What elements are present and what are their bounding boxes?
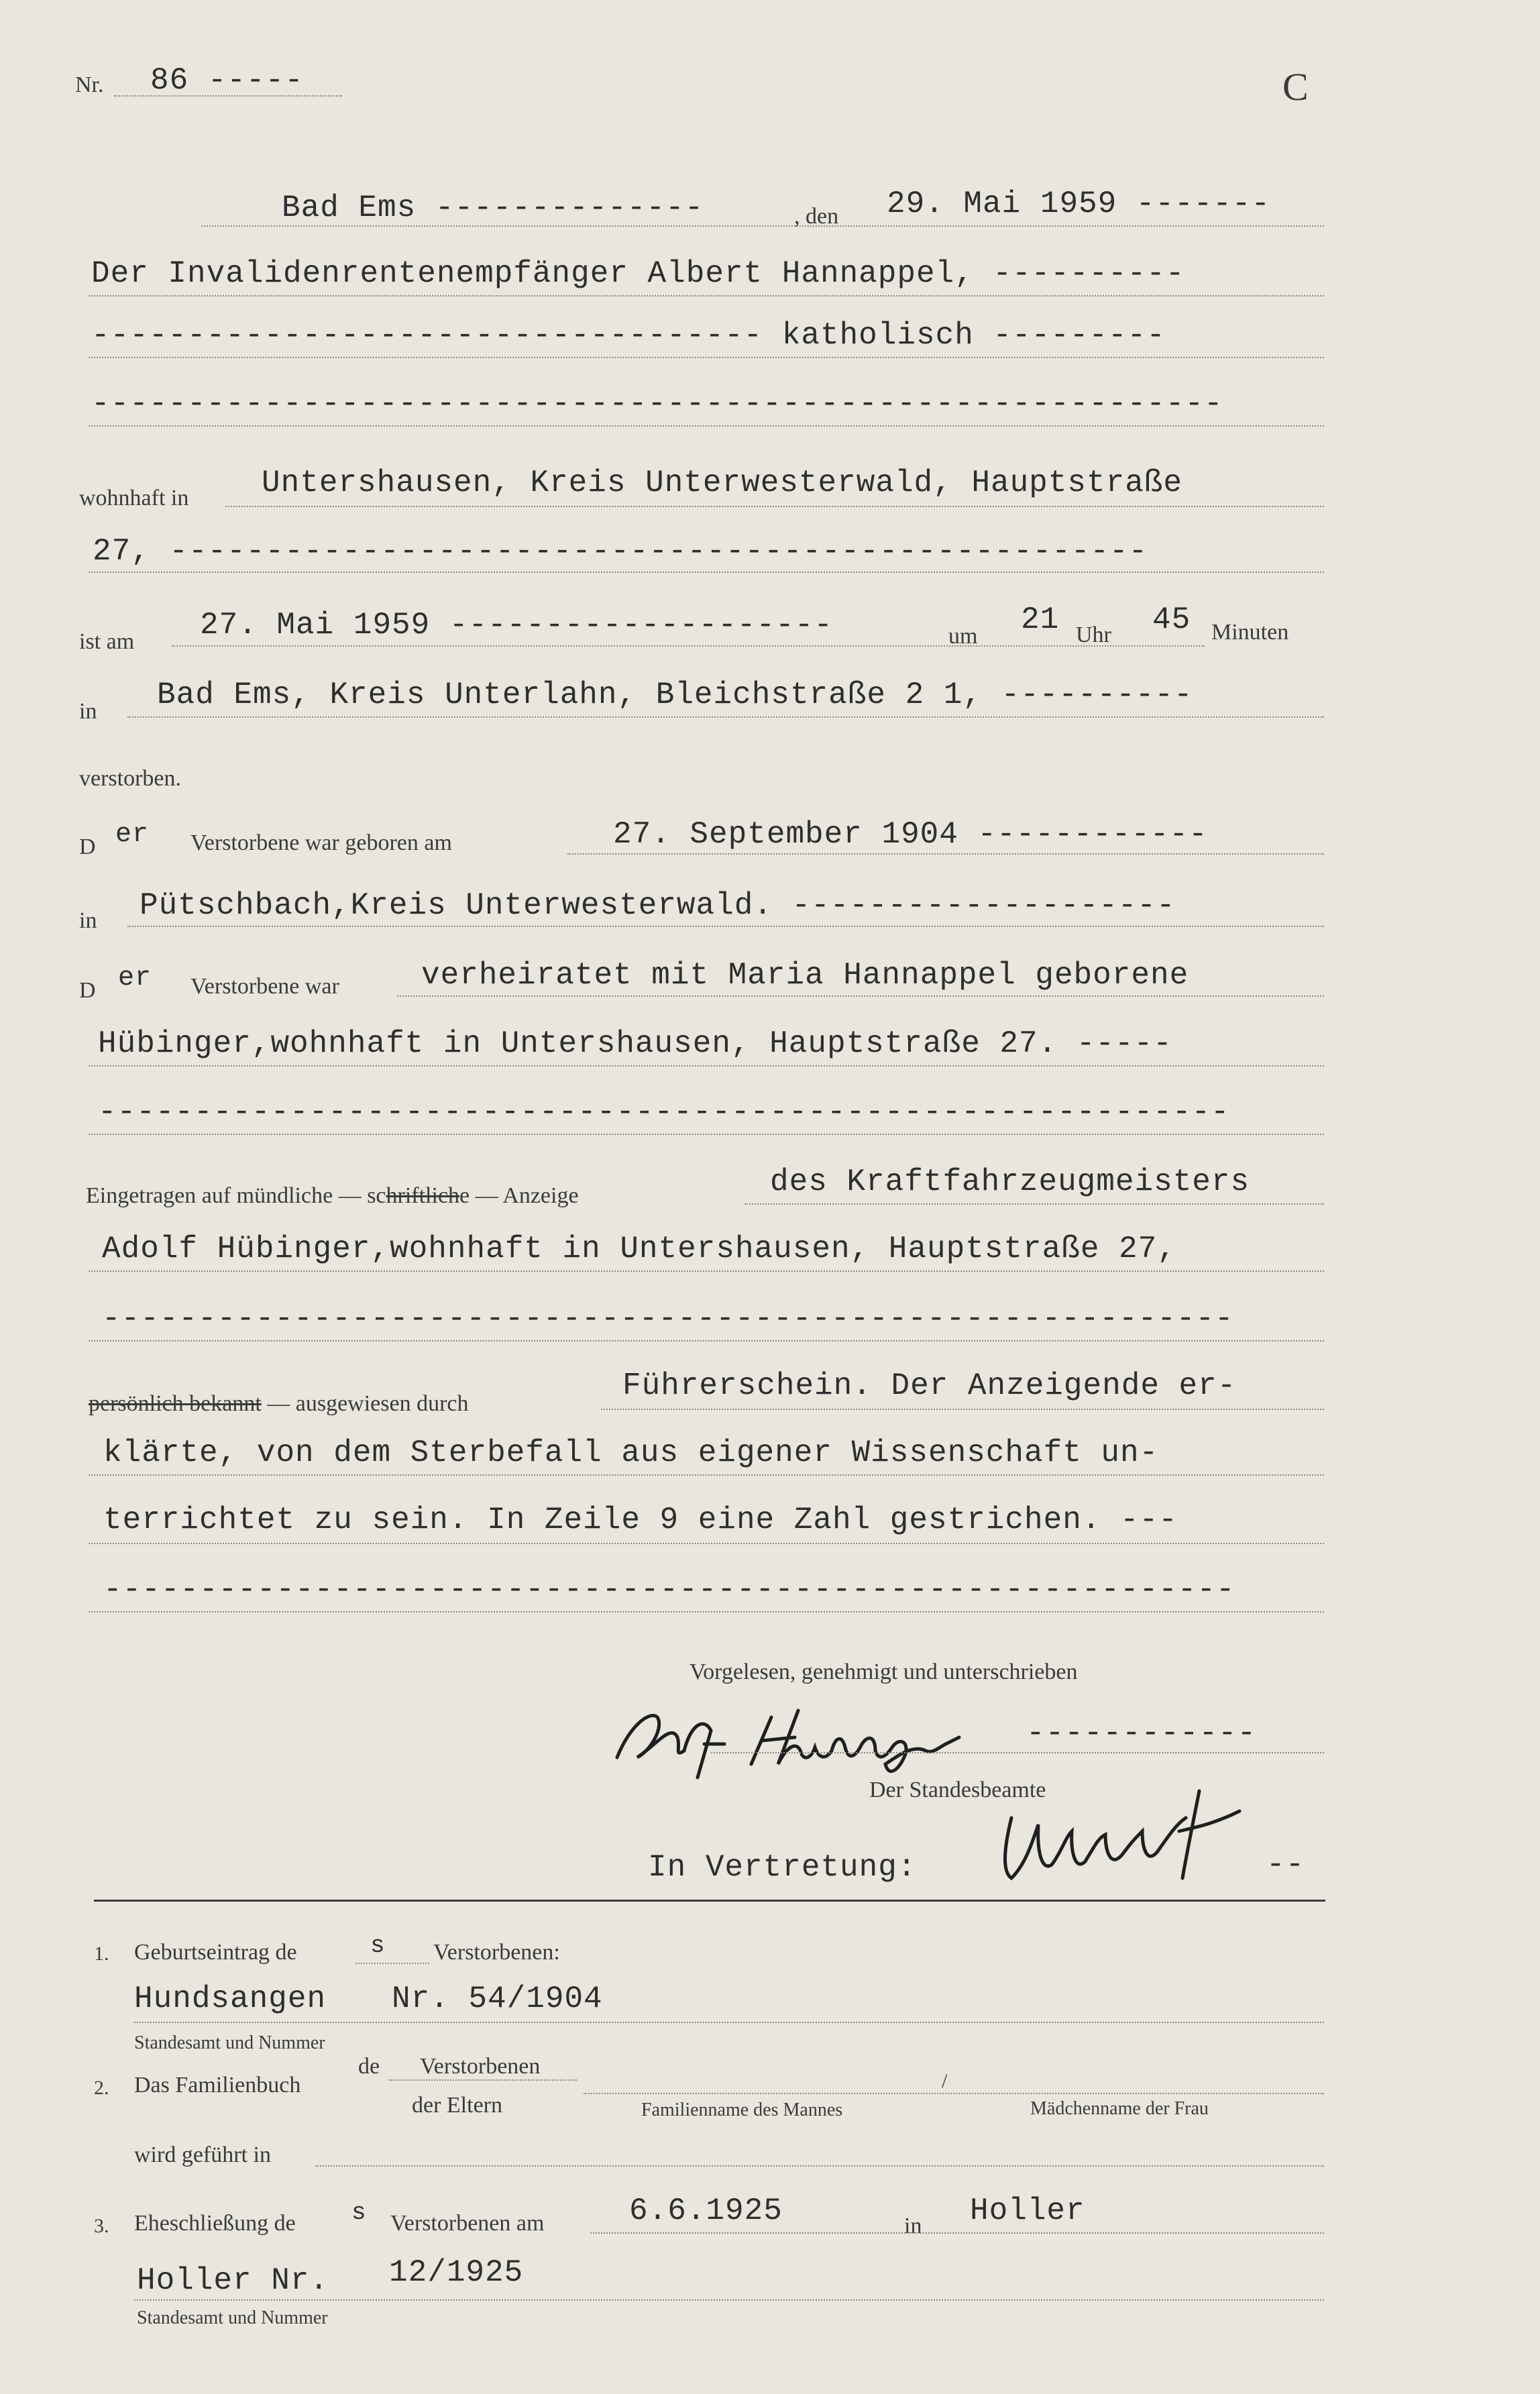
vertretung-label: In Vertretung:	[648, 1850, 917, 1885]
dotted-line	[355, 1963, 429, 1964]
dotted-line	[567, 853, 1324, 855]
marital-status-line-1: verheiratet mit Maria Hannappel geborene	[421, 958, 1189, 993]
geburtseintrag-label-b: Verstorbenen:	[433, 1940, 560, 1965]
informant-signature-dashes: ------------	[1026, 1716, 1257, 1751]
footer-divider	[94, 1900, 1325, 1902]
deceased-line-1: Der Invalidenrentenempfänger Albert Hannappel, ----------	[91, 256, 1185, 291]
minuten-label: Minuten	[1211, 620, 1289, 645]
informant-line-2: Adolf Hübinger,wohnhaft in Untershausen, Hauptstraße 27,	[102, 1232, 1176, 1266]
death-minute: 45	[1152, 602, 1191, 637]
dotted-line	[89, 1270, 1324, 1272]
dotted-line	[711, 1752, 1324, 1753]
standesamt-label-3: Standesamt und Nummer	[137, 2307, 328, 2328]
marital-status-line-2: Hübinger,wohnhaft in Untershausen, Hauptstraße 27. -----	[98, 1026, 1172, 1061]
dotted-line	[127, 926, 1324, 927]
dotted-line	[89, 295, 1324, 296]
informant-signature	[610, 1697, 993, 1784]
nr-dotted-line	[114, 95, 342, 97]
dotted-line	[745, 1203, 1324, 1205]
nr-label: Nr.	[75, 72, 104, 97]
dotted-line	[89, 1134, 1324, 1135]
dotted-line	[601, 1409, 1324, 1410]
married-label-d: D	[79, 978, 96, 1003]
birth-in-label: in	[79, 908, 97, 933]
vorgelesen-label: Vorgelesen, genehmigt und unterschrieben	[690, 1660, 1078, 1684]
born-label-d: D	[79, 834, 96, 859]
identification-line-2: klärte, von dem Sterbefall aus eigener Wissenschaft un-	[103, 1435, 1159, 1470]
nr-value: 86 -----	[150, 63, 304, 98]
dotted-line	[134, 2022, 1324, 2023]
born-label-er: er	[115, 820, 150, 850]
dotted-line	[89, 1340, 1324, 1342]
marital-status-line-3: -----------------------------------------------------------	[98, 1095, 1230, 1130]
dotted-line	[127, 716, 1324, 718]
dotted-line	[89, 425, 1324, 427]
dotted-line	[89, 357, 1324, 358]
marriage-registry: Holler Nr.	[137, 2263, 329, 2298]
dotted-line	[89, 1065, 1324, 1067]
marriage-place: Holler	[970, 2193, 1085, 2228]
dotted-line	[89, 1611, 1324, 1613]
dotted-line	[584, 2093, 1324, 2094]
dotted-line	[315, 2165, 1324, 2167]
born-label: Verstorbene war geboren am	[190, 830, 452, 855]
death-place: Bad Ems, Kreis Unterlahn, Bleichstraße 2 1, ----------	[157, 677, 1193, 712]
standesbeamte-label: Der Standesbeamte	[869, 1778, 1046, 1802]
familienname-label: Familienname des Mannes	[641, 2100, 843, 2120]
series-letter: C	[1282, 65, 1309, 109]
residence-line-2: 27, ---------------------------------------------------	[93, 534, 1148, 569]
identification-line-4: -----------------------------------------------------------	[103, 1572, 1235, 1607]
record-date: 29. Mai 1959 -------	[887, 186, 1271, 221]
maedchenname-label: Mädchenname der Frau	[1030, 2098, 1209, 2119]
geburtseintrag-sup: s	[370, 1932, 386, 1959]
residence-line-1: Untershausen, Kreis Unterwesterwald, Hauptstraße	[262, 466, 1183, 500]
married-label: Verstorbene war	[190, 974, 339, 999]
eheschliessung-sup: s	[351, 2199, 367, 2226]
item-3-number: 3.	[94, 2215, 109, 2237]
marriage-registry-number: 12/1925	[389, 2255, 524, 2290]
den-label: , den	[794, 204, 839, 229]
ist-am-label: ist am	[79, 629, 135, 654]
dotted-line	[172, 645, 1205, 647]
eheschliessung-label-b: Verstorbenen am	[390, 2211, 545, 2236]
birth-registry-number: Nr. 54/1904	[392, 1981, 603, 2016]
eingetragen-label: Eingetragen auf mündliche — schriftliche — Anzeige	[86, 1183, 579, 1208]
informant-line-1: des Kraftfahrzeugmeisters	[770, 1164, 1250, 1199]
marriage-date: 6.6.1925	[629, 2193, 783, 2228]
item-1-number: 1.	[94, 1943, 109, 1965]
uhr-label: Uhr	[1076, 622, 1111, 647]
verstorben-label: verstorben.	[79, 766, 182, 791]
deceased-line-2: ----------------------------------- katholisch ---------	[91, 318, 1166, 353]
registrar-signature	[991, 1778, 1273, 1892]
dotted-line	[134, 2299, 1324, 2301]
dotted-line	[89, 572, 1324, 573]
identification-line-3: terrichtet zu sein. In Zeile 9 eine Zahl gestrichen. ---	[103, 1503, 1178, 1537]
familienbuch-eltern: der Eltern	[412, 2093, 502, 2118]
dotted-line	[389, 2079, 577, 2081]
dotted-line	[201, 225, 1324, 227]
dotted-line	[89, 1543, 1324, 1544]
standesamt-label-1: Standesamt und Nummer	[134, 2032, 325, 2053]
identification-line-1: Führerschein. Der Anzeigende er-	[622, 1368, 1237, 1403]
in-label: in	[79, 699, 97, 724]
dotted-line	[397, 995, 1324, 997]
ausgewiesen-label: persönlich bekannt — ausgewiesen durch	[89, 1391, 469, 1416]
death-hour: 21	[1021, 602, 1060, 637]
dotted-line	[590, 2232, 1324, 2234]
married-label-er: er	[118, 963, 152, 993]
ehe-in-label: in	[904, 2214, 922, 2238]
familienbuch-de: de	[358, 2054, 380, 2079]
birth-registry-place: Hundsangen	[134, 1981, 327, 2016]
birth-date: 27. September 1904 ------------	[613, 817, 1208, 852]
geburtseintrag-label: Geburtseintrag de	[134, 1940, 297, 1965]
deceased-line-3: -----------------------------------------------------------	[91, 386, 1223, 421]
place-of-record: Bad Ems --------------	[282, 191, 704, 225]
dotted-line	[89, 1474, 1324, 1476]
um-label: um	[948, 624, 978, 649]
death-date: 27. Mai 1959 --------------------	[200, 608, 833, 643]
eheschliessung-label: Eheschließung de	[134, 2211, 296, 2236]
birth-place: Pütschbach,Kreis Unterwesterwald. --------------------	[140, 888, 1176, 923]
item-2-number: 2.	[94, 2077, 109, 2099]
familienbuch-verstorbenen: Verstorbenen	[420, 2054, 541, 2079]
dotted-line	[225, 506, 1324, 507]
vertretung-dashes: --	[1266, 1847, 1305, 1882]
gefuehrt-label: wird geführt in	[134, 2142, 271, 2167]
informant-line-3: -----------------------------------------------------------	[102, 1301, 1234, 1336]
wohnhaft-label: wohnhaft in	[79, 486, 189, 510]
slash: /	[942, 2070, 948, 2092]
familienbuch-label: Das Familienbuch	[134, 2073, 301, 2098]
